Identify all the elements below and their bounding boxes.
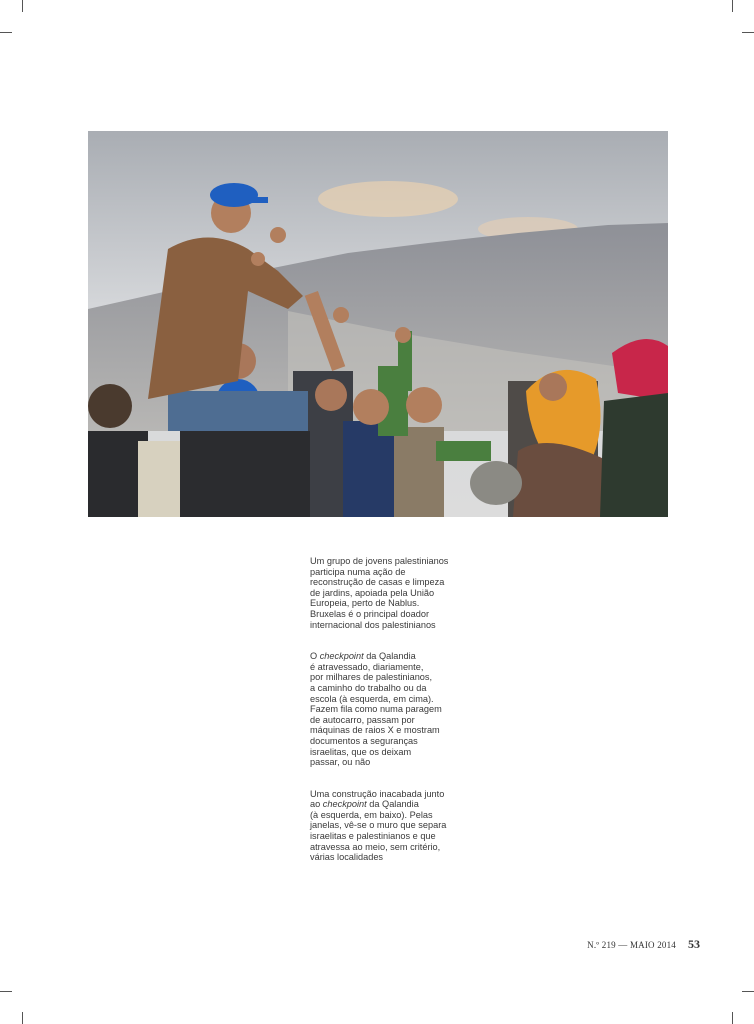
crop-mark [732, 0, 733, 12]
caption-line: Europeia, perto de Nablus. [310, 598, 420, 609]
caption-line: Uma construção inacabada junto [310, 788, 445, 799]
caption-text: O [310, 651, 320, 662]
caption-line: é atravessado, diariamente, [310, 661, 424, 672]
caption-line: escola (à esquerda, em cima). [310, 693, 434, 704]
crop-mark [22, 0, 23, 12]
caption-line: Fazem fila como numa paragem [310, 704, 442, 715]
caption-text: da Qalandia [366, 799, 419, 810]
caption-construction [310, 789, 460, 863]
caption-checkpoint [310, 651, 460, 768]
caption-nablus [310, 556, 460, 630]
caption-line: israelitas, que os deixam [310, 746, 412, 757]
caption-line: documentos a seguranças [310, 735, 418, 746]
caption-line: de autocarro, passam por [310, 714, 415, 725]
page-footer [587, 937, 700, 952]
caption-line: israelitas e palestinianos e que [310, 831, 436, 842]
caption-line: Bruxelas é o principal doador [310, 608, 429, 619]
caption-line: máquinas de raios X e mostram [310, 725, 440, 736]
caption-line: a caminho do trabalho ou da [310, 682, 427, 693]
crop-mark [732, 1012, 733, 1024]
issue-label: N.º 219 — MAIO 2014 [587, 940, 676, 950]
crop-mark [0, 991, 12, 992]
photo-captions [310, 556, 460, 863]
crowd-celebration-photo-icon [88, 131, 668, 517]
crop-mark [742, 32, 754, 33]
crop-mark [0, 32, 12, 33]
caption-line: por milhares de palestinianos, [310, 672, 433, 683]
caption-line [310, 651, 460, 662]
caption-line: passar, ou não [310, 757, 371, 768]
caption-line: várias localidades [310, 852, 384, 863]
caption-line: atravessa ao meio, sem critério, [310, 841, 441, 852]
caption-line: de jardins, apoiada pela União [310, 587, 435, 598]
crop-mark [742, 991, 754, 992]
caption-line: internacional dos palestinianos [310, 619, 436, 630]
crowd-photo [88, 131, 668, 517]
caption-line: Um grupo de jovens palestinianos [310, 556, 449, 566]
caption-line: janelas, vê-se o muro que separa [310, 820, 447, 831]
crop-mark [22, 1012, 23, 1024]
caption-line [310, 799, 460, 810]
caption-line: participa numa ação de [310, 566, 406, 577]
caption-line: (à esquerda, em baixo). Pelas [310, 809, 433, 820]
caption-emphasis: checkpoint [322, 799, 367, 810]
caption-text: da Qalandia [363, 651, 416, 662]
caption-text: ao [310, 799, 323, 810]
caption-emphasis: checkpoint [319, 651, 364, 662]
caption-line: reconstrução de casas e limpeza [310, 577, 445, 588]
page-number: 53 [688, 937, 700, 951]
